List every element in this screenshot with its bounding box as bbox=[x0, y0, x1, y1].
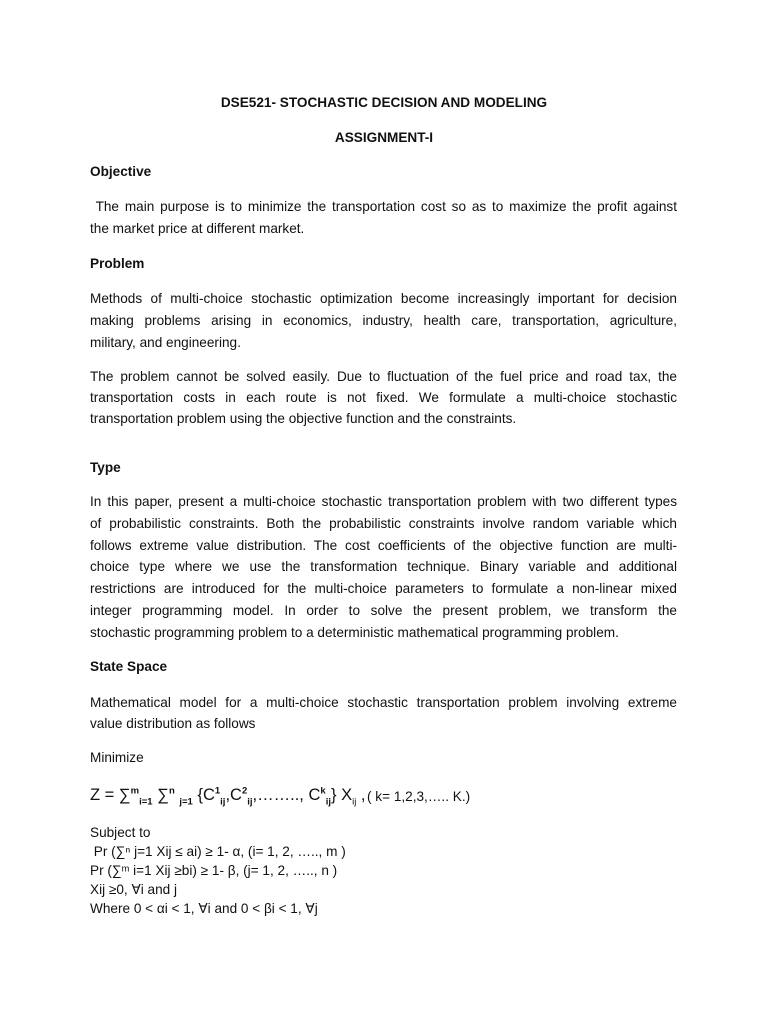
heading-problem: Problem bbox=[90, 256, 145, 271]
minimize-label: Minimize bbox=[90, 750, 144, 765]
problem-line: The problem cannot be solved easily. Due to fluctuation of the fuel price and road tax, the bbox=[90, 369, 677, 384]
heading-objective: Objective bbox=[90, 164, 152, 179]
type-line: follows extreme value distribution. The cost coefficients of the objective function are multi- bbox=[90, 537, 677, 553]
type-line: restrictions are introduced for the multi-choice parameters to formulate a non-linear mixed bbox=[90, 581, 677, 597]
constraint-nonnegativity: Xij ≥0, ∀i and j bbox=[90, 882, 178, 897]
subject-to-label: Subject to bbox=[90, 825, 151, 840]
problem-line: transportation problem using the objective function and the constraints. bbox=[90, 411, 517, 426]
type-line: In this paper, present a multi-choice stochastic transportation problem with two different types bbox=[90, 494, 677, 509]
assignment-subtitle: ASSIGNMENT-I bbox=[334, 130, 434, 145]
constraint-demand: Pr (∑ᵐ i=1 Xij ≥bi) ≥ 1- β, (j= 1, 2, ….., n ) bbox=[90, 863, 338, 878]
constraint-supply: Pr (∑ⁿ j=1 Xij ≤ ai) ≥ 1- α, (i= 1, 2, ….., m ) bbox=[90, 844, 346, 859]
problem-paragraph-2 bbox=[90, 366, 677, 429]
problem-paragraph-1 bbox=[90, 288, 677, 353]
problem-line: Methods of multi-choice stochastic optimization become increasingly important for decision bbox=[90, 291, 677, 306]
objective-line: The main purpose is to minimize the transportation cost so as to maximize the profit against bbox=[90, 199, 677, 214]
k-range: ( k= 1,2,3,….. K.) bbox=[367, 789, 471, 804]
type-line: stochastic programming problem to a deterministic mathematical programming problem. bbox=[90, 624, 619, 640]
type-line: of probabilistic constraints. Both the probabilistic constraints involve random variable which bbox=[90, 515, 677, 531]
problem-line: military, and engineering. bbox=[90, 334, 241, 350]
type-line: choice type where we use the transformation technique. Binary variable and additional bbox=[90, 559, 677, 575]
type-paragraph bbox=[90, 491, 677, 644]
state-space-paragraph bbox=[90, 692, 677, 734]
heading-state-space: State Space bbox=[90, 659, 168, 674]
problem-line: making problems arising in economics, industry, health care, transportation, agriculture, bbox=[90, 312, 677, 328]
document-title: DSE521- STOCHASTIC DECISION AND MODELING bbox=[220, 95, 548, 110]
type-line: integer programming model. In order to solve the present problem, we transform the bbox=[90, 602, 677, 618]
problem-line: transportation costs in each route is not fixed. We formulate a multi-choice stochastic bbox=[90, 390, 677, 405]
state-space-line: Mathematical model for a multi-choice stochastic transportation problem involving extreme bbox=[90, 695, 677, 710]
objective-formula: Z = ∑$^m_{i=1}$ ∑$^n$ $_{j=1}$ {$C^1_{ij},C^2_{ij},\dots\dots$.., $C^k_{ij}$} $X_{ij}$ , bbox=[90, 785, 366, 808]
heading-type: Type bbox=[90, 460, 121, 475]
state-space-line: value distribution as follows bbox=[90, 716, 256, 731]
constraint-bounds: Where 0 < αi < 1, ∀i and 0 < βi < 1, ∀j bbox=[90, 901, 318, 916]
objective-paragraph bbox=[90, 196, 677, 240]
objective-line: the market price at different market. bbox=[90, 220, 305, 236]
